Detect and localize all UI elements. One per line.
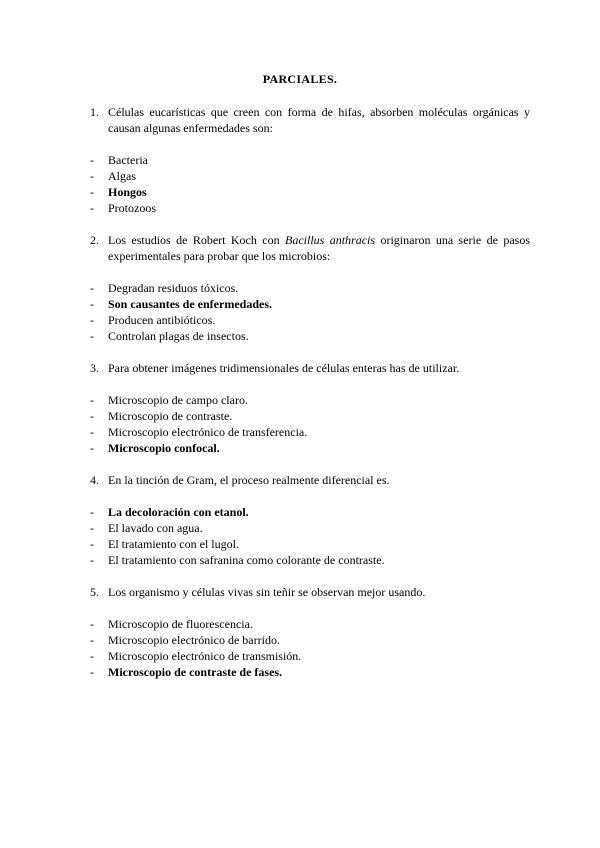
option-2c: - Producen antibióticos. [90,313,216,327]
option-2b-correct: - Son causantes de enfermedades. [90,297,272,311]
question-5 [90,584,530,600]
question-number: 2. [90,233,99,247]
option-4a-correct: - La decoloración con etanol. [90,505,249,519]
question-number: 4. [90,473,99,487]
question-2 [90,232,530,264]
option-5c: - Microscopio electrónico de transmisión. [90,649,302,663]
question-text: En la tinción de Gram, el proceso realmente diferencial es. [108,473,390,487]
option-5d-correct: - Microscopio de contraste de fases. [90,665,283,679]
option-5b: - Microscopio electrónico de barrido. [90,633,280,647]
option-3b: - Microscopio de contraste. [90,409,233,423]
question-text: Células eucarísticas que creen con forma de hifas, absorben moléculas orgánicas y causan algunas enfermedades son: [108,105,530,135]
question-text: Los estudios de Robert Koch con Bacillus anthracis originaron una serie de pasos experimentales para probar que los microbios: [108,233,530,263]
page-title: PARCIALES. [262,72,338,86]
question-text: Los organismo y células vivas sin teñir se observan mejor usando. [108,585,426,599]
question-4 [90,472,530,488]
question-number: 1. [90,105,99,119]
question-3 [90,360,530,376]
option-5a: - Microscopio de fluorescencia. [90,617,253,631]
question-1 [90,104,530,136]
option-4c: - El tratamiento con el lugol. [90,537,239,551]
question-number: 3. [90,361,99,375]
option-4b: - El lavado con agua. [90,521,203,535]
species-name: Bacillus anthracis [285,233,376,247]
option-2a: - Degradan residuos tóxicos. [90,281,239,295]
option-2d: - Controlan plagas de insectos. [90,329,249,343]
option-3c: - Microscopio electrónico de transferencia. [90,425,308,439]
option-1b: - Algas [90,169,136,183]
option-1c-correct: - Hongos [90,185,147,199]
option-3d-correct: - Microscopio confocal. [90,441,220,455]
option-4d: - El tratamiento con safranina como colorante de contraste. [90,553,385,567]
question-number: 5. [90,585,99,599]
question-text: Para obtener imágenes tridimensionales de células enteras has de utilizar. [108,361,460,375]
option-3a: - Microscopio de campo claro. [90,393,248,407]
option-1d: - Protozoos [90,201,156,215]
option-1a: - Bacteria [90,153,148,167]
